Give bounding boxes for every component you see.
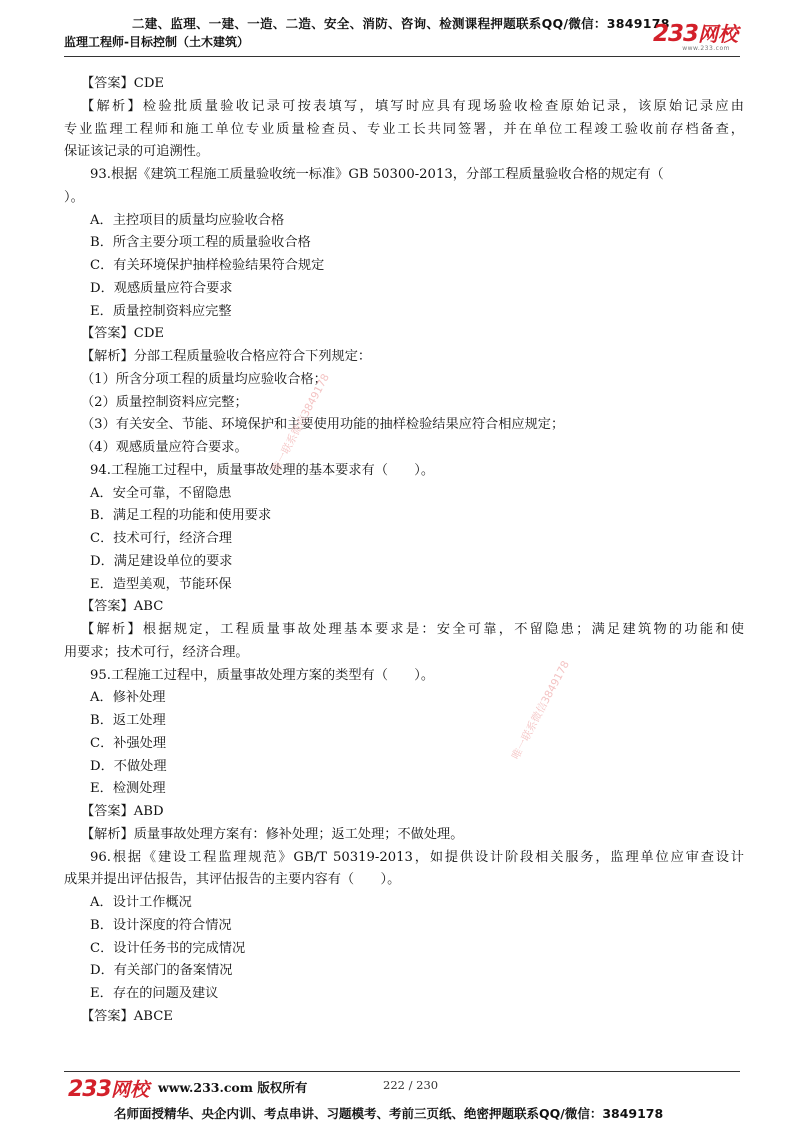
text-line: 【解析】检验批质量验收记录可按表填写，填写时应具有现场验收检查原始记录，该原始记录应由: [81, 98, 744, 114]
logo-text: 网校: [698, 22, 738, 46]
text-line: B．所含主要分项工程的质量验收合格: [90, 235, 311, 251]
text-line: 【解析】根据规定，工程质量事故处理基本要求是：安全可靠，不留隐患；满足建筑物的功能和使: [81, 622, 744, 637]
text-line: 【解析】质量事故处理方案有：修补处理；返工处理；不做处理。: [81, 826, 464, 842]
text-line: B．返工处理: [90, 713, 166, 728]
footer-logo-number: 233: [68, 1077, 111, 1102]
watermark-1: 唯一联系微信3849178: [269, 372, 332, 475]
logo-number: 233: [652, 21, 698, 47]
text-line: 用要求；技术可行，经济合理。: [64, 644, 249, 660]
text-line: 【答案】CDE: [81, 76, 165, 91]
text-line: C．技术可行，经济合理: [90, 531, 232, 546]
page-number: 222 / 230: [383, 1078, 439, 1092]
text-line: 【答案】ABD: [81, 804, 164, 819]
text-line: 专业监理工程师和施工单位专业质量检查员、专业工长共同签署，并在单位工程竣工验收前存档备查，: [64, 121, 744, 137]
footer-divider: [64, 1071, 740, 1072]
brand-logo: [652, 21, 738, 47]
header-subject-title: 监理工程师-目标控制（土木建筑）: [64, 35, 249, 49]
text-line: （4）观感质量应符合要求。: [81, 440, 248, 455]
header-divider: [64, 56, 740, 57]
text-line: 【答案】ABCE: [81, 1008, 173, 1024]
page-header: [64, 14, 740, 54]
document-body: [64, 73, 744, 1029]
text-line: C．设计任务书的完成情况: [90, 940, 246, 956]
text-line: ）。: [64, 189, 84, 205]
footer-copyright: www.233.com 版权所有: [158, 1080, 308, 1095]
text-line: （3）有关安全、节能、环境保护和主要使用功能的抽样检验结果应符合相应规定；: [81, 417, 565, 433]
text-line: 【解析】分部工程质量验收合格应符合下列规定：: [81, 349, 372, 364]
text-line: 成果并提出评估报告，其评估报告的主要内容有（ ）。: [64, 872, 401, 888]
text-line: A．设计工作概况: [90, 895, 192, 910]
text-line: C．有关环境保护抽样检验结果符合规定: [90, 258, 325, 273]
text-line: E．检测处理: [90, 781, 166, 797]
text-line: E．质量控制资料应完整: [90, 303, 232, 319]
text-line: A．修补处理: [90, 690, 166, 706]
text-line: 93.根据《建筑工程施工质量验收统一标准》GB 50300-2013，分部工程质量验收合格的规定有（: [90, 167, 664, 182]
footer-brand-logo: [68, 1075, 149, 1102]
text-line: D．不做处理: [90, 758, 167, 774]
footer-logo-text: 网校: [110, 1079, 149, 1101]
logo-url: www.233.com: [682, 45, 730, 52]
text-line: A．安全可靠，不留隐患: [90, 485, 232, 501]
text-line: （1）所含分项工程的质量均应验收合格；: [81, 371, 327, 387]
header-promo-text: 二建、监理、一建、一造、二造、安全、消防、咨询、检测课程押题联系QQ/微信：3849178: [132, 16, 670, 31]
text-line: 保证该记录的可追溯性。: [64, 144, 210, 160]
text-line: C．补强处理: [90, 735, 167, 751]
text-line: D．有关部门的备案情况: [90, 963, 233, 979]
text-line: D．观感质量应符合要求: [90, 280, 233, 296]
text-line: 95.工程施工过程中，质量事故处理方案的类型有（ ）。: [90, 667, 435, 683]
text-line: E．造型美观，节能环保: [90, 576, 232, 592]
watermark-2: 唯一联系微信3849178: [509, 659, 572, 762]
text-line: B．满足工程的功能和使用要求: [90, 508, 272, 524]
text-line: E．存在的问题及建议: [90, 986, 219, 1001]
text-line: A．主控项目的质量均应验收合格: [90, 212, 285, 228]
text-line: （2）质量控制资料应完整；: [81, 394, 248, 410]
text-line: D．满足建设单位的要求: [90, 553, 233, 569]
text-line: B．设计深度的符合情况: [90, 917, 232, 933]
footer-promo-text: 名师面授精华、央企内训、考点串讲、习题模考、考前三页纸、绝密押题联系QQ/微信：3849178: [114, 1106, 664, 1121]
text-line: 【答案】CDE: [81, 326, 165, 342]
text-line: 94.工程施工过程中，质量事故处理的基本要求有（ ）。: [90, 462, 435, 478]
text-line: 【答案】ABC: [81, 599, 164, 615]
text-line: 96.根据《建设工程监理规范》GB/T 50319-2013，如提供设计阶段相关服务，监理单位应审查设计: [90, 849, 744, 865]
